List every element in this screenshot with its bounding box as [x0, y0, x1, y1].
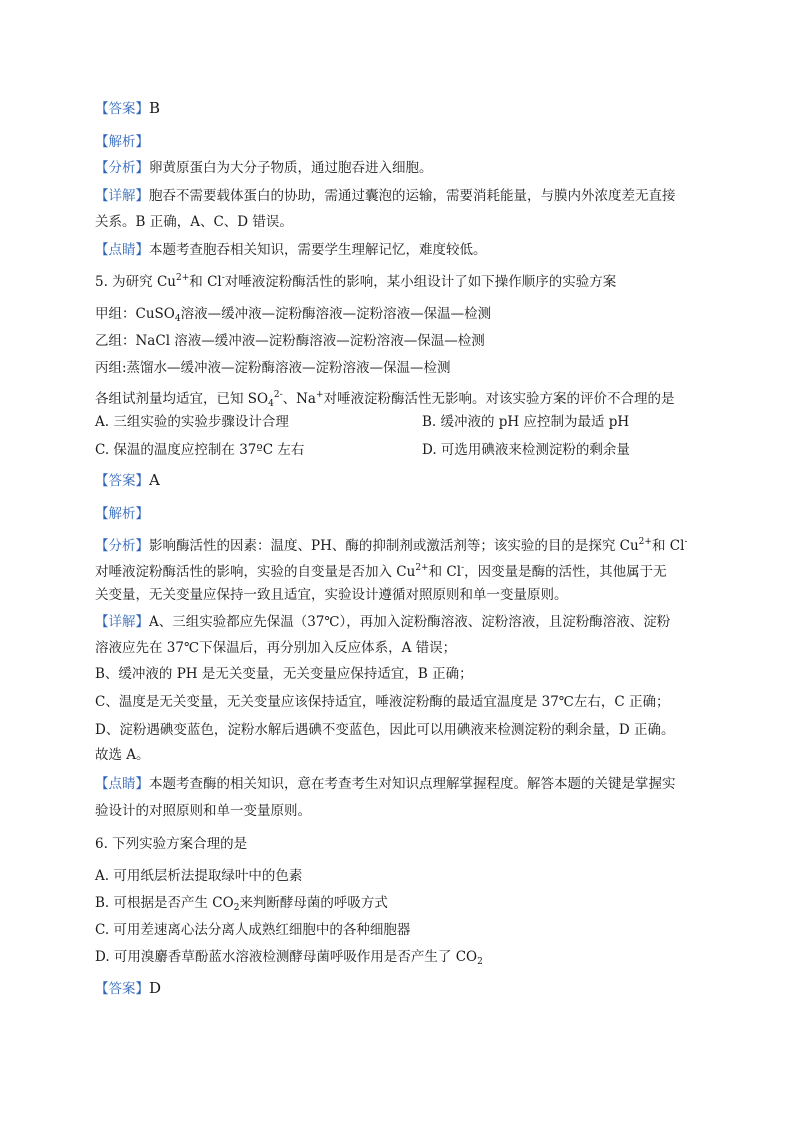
analysis-label: 解析 [108, 506, 136, 522]
dianjing-text: 本题考查酶的相关知识，意在考查考生对知识点理解掌握程度。解答本题的关键是掌握实 [149, 776, 676, 792]
q5-options-row-2 [95, 440, 715, 460]
q5-fenxi-3: 关变量，无关变量应保持一致且适宜，实验设计遵循对照原则和单一变量原则。 [95, 587, 568, 603]
q5-options-row-1 [95, 412, 715, 432]
q6-option-d [95, 947, 483, 972]
subscript: 4 [268, 399, 274, 409]
note-text: 对唾液淀粉酶活性无影响。对该实验方案的评价不合理的是 [323, 391, 675, 407]
superscript: 2+ [415, 563, 429, 573]
xiangjie-tag: 【详解】 [95, 188, 149, 204]
fenxi-text: 对唾液淀粉酶活性的影响，实验的自变量是否加入 Cu [95, 564, 416, 580]
q5-xiangjie-5: D、淀粉遇碘变蓝色，淀粉水解后遇碘不变蓝色，因此可以用碘液来检测淀粉的剩余量，D 正确。 [95, 722, 675, 738]
fenxi-text: 和 Cl [428, 564, 462, 580]
superscript: - [684, 537, 688, 547]
q5-fenxi-1 [95, 532, 687, 556]
superscript: 2+ [176, 273, 190, 283]
q5-dianjing-1 [95, 774, 676, 794]
group-text: 溶液—缓冲液—淀粉酶溶液—淀粉溶液—保温—检测 [180, 306, 492, 322]
stem-part: 对唾液淀粉酶活性的影响，某小组设计了如下操作顺序的实验方案 [224, 274, 617, 290]
q5-option-c: C. 保温的温度应控制在 37ºC 左右 [95, 442, 305, 458]
note-text: 、Na [282, 391, 316, 407]
group-text: 甲组：CuSO [95, 306, 175, 322]
fenxi-tag: 【分析】 [95, 160, 149, 176]
answer-value: B [149, 99, 161, 117]
dianjing-tag: 【点睛】 [95, 776, 149, 792]
dianjing-text: 本题考查胞吞相关知识，需要学生理解记忆，难度较低。 [149, 242, 487, 258]
subscript: 2 [477, 957, 483, 967]
answer-tag: 【答案】 [95, 473, 149, 489]
option-text: B. 可根据是否产生 CO [95, 895, 234, 911]
q5-xiangjie-6: 故选 A。 [95, 747, 150, 763]
subscript: 2 [233, 903, 240, 913]
fenxi-text: 和 Cl [651, 538, 685, 554]
q5-xiangjie-1 [95, 612, 670, 632]
superscript: - [221, 273, 225, 283]
fenxi-text: ，因变量是酶的活性，其他属于无 [464, 564, 667, 580]
xiangjie-text: A、三组实验都应先保温（37℃），再加入淀粉酶溶液、淀粉溶液，且淀粉酶溶液、淀粉 [149, 614, 671, 630]
q5-xiangjie-2: 溶液应先在 37℃下保温后，再分别加入反应体系，A 错误； [95, 640, 457, 656]
q5-group-1 [95, 304, 491, 329]
q5-analysis-heading: 【解析】 [95, 506, 149, 522]
superscript: 2+ [638, 537, 652, 547]
superscript: 2- [273, 390, 283, 400]
superscript: - [461, 563, 465, 573]
q4-xiangjie-1 [95, 186, 676, 206]
q5-option-b: B. 缓冲液的 pH 应控制为最适 pH [422, 414, 630, 430]
note-text: 各组试剂量均适宜，已知 SO [95, 391, 269, 407]
q5-group-3: 丙组:蒸馏水—缓冲液—淀粉酶溶液—淀粉溶液—保温—检测 [95, 360, 451, 376]
q5-group-2: 乙组：NaCl 溶液—缓冲液—淀粉酶溶液—淀粉溶液—保温—检测 [95, 333, 485, 349]
q5-note [95, 385, 675, 414]
q6-option-c: C. 可用差速离心法分离人成熟红细胞中的各种细胞器 [95, 922, 411, 938]
q5-fenxi-2 [95, 558, 667, 582]
dianjing-tag: 【点睛】 [95, 242, 149, 258]
answer-value: A [149, 471, 160, 489]
q5-option-a: A. 三组实验的实验步骤设计合理 [95, 414, 289, 430]
q5-xiangjie-4: C、温度是无关变量，无关变量应该保持适宜，唾液淀粉酶的最适宜温度是 37℃左右，C 正确； [95, 694, 670, 710]
option-text: 来判断酵母菌的呼吸方式 [239, 895, 388, 911]
stem-part: 5. 为研究 Cu [95, 274, 176, 290]
q6-answer [95, 978, 161, 999]
answer-value: D [149, 979, 162, 997]
option-text: D. 可用溴麝香草酚蓝水溶液检测酵母菌呼吸作用是否产生了 CO [95, 949, 478, 965]
xiangjie-text: 胞吞不需要载体蛋白的协助，需通过囊泡的运输，需要消耗能量，与膜内外浓度差无直接 [149, 188, 676, 204]
q6-option-a: A. 可用纸层析法提取绿叶中的色素 [95, 868, 303, 884]
xiangjie-tag: 【详解】 [95, 614, 149, 630]
answer-tag: 【答案】 [95, 981, 149, 997]
q5-dianjing-2: 验设计的对照原则和单一变量原则。 [95, 803, 311, 819]
q4-answer [95, 98, 160, 119]
superscript: + [316, 390, 324, 400]
q4-dianjing [95, 240, 487, 260]
q4-xiangjie-2: 关系。B 正确，A、C、D 错误。 [95, 214, 293, 230]
subscript: 4 [174, 314, 181, 324]
answer-tag: 【答案】 [95, 101, 149, 117]
q5-answer [95, 470, 160, 491]
fenxi-text: 影响酶活性的因素：温度、PH、酶的抑制剂或激活剂等；该实验的目的是探究 Cu [149, 538, 639, 554]
analysis-label: 解析 [108, 134, 136, 150]
q4-analysis-heading: 【解析】 [95, 134, 149, 150]
q5-stem [95, 268, 616, 292]
q5-option-d: D. 可选用碘液来检测淀粉的剩余量 [422, 442, 630, 458]
stem-part: 和 Cl [189, 274, 222, 290]
q5-xiangjie-3: B、缓冲液的 PH 是无关变量，无关变量应保持适宜，B 正确； [95, 666, 473, 682]
fenxi-text: 卵黄原蛋白为大分子物质，通过胞吞进入细胞。 [149, 160, 433, 176]
q4-fenxi [95, 158, 433, 178]
q6-option-b [95, 893, 388, 918]
fenxi-tag: 【分析】 [95, 538, 149, 554]
q6-stem: 6. 下列实验方案合理的是 [95, 836, 248, 852]
